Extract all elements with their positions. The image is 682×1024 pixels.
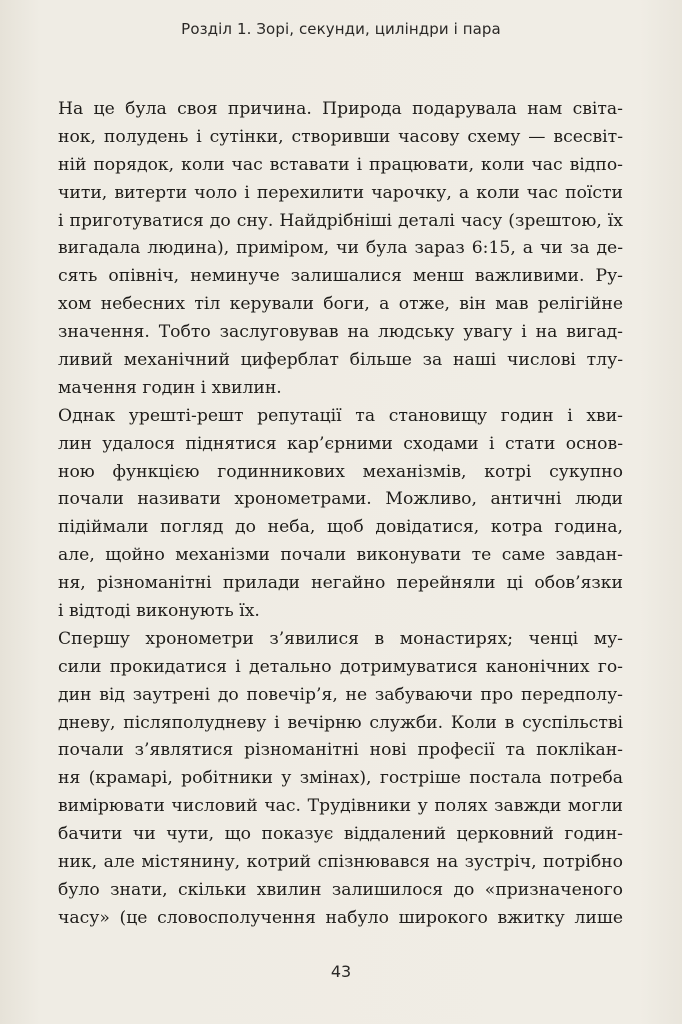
text-line: ною функцією годинникових механізмів, котрі сукупно	[58, 461, 623, 482]
text-line: було знати, скільки хвилин залишилося до «призначеного	[58, 879, 623, 900]
running-head: Розділ 1. Зорі, секунди, циліндри і пара	[181, 20, 501, 38]
text-line: лин удалося піднятися кар’єрними сходами і стати основ-	[58, 433, 623, 454]
text-line: але, щойно механізми почали виконувати те саме завдан-	[58, 545, 623, 566]
text-line: ня (крамарі, робітники у змінах), гостріше постала потреба	[58, 768, 623, 789]
text-line: сили прокидатися і детально дотримуватися канонічних го-	[58, 656, 623, 677]
text-line: ник, але містянину, котрий спізнювався на зустріч, потрібно	[58, 852, 623, 873]
text-line: почали називати хронометрами. Можливо, античні люди	[58, 489, 623, 510]
text-line: хом небесних тіл керували боги, а отже, він мав релігійне	[58, 294, 623, 315]
paragraph-2	[58, 403, 623, 626]
text-line: На це була своя причина. Природа подарувала нам світа-	[58, 99, 623, 119]
page-number: 43	[330, 962, 352, 981]
text-line: сять опівніч, неминуче залишалися менш важливими. Ру-	[58, 266, 623, 287]
text-line: Однак урешті-решт репутації та становищу годин і хви-	[58, 405, 623, 426]
text-line: і приготуватися до сну. Найдрібніші деталі часу (зрештою, їх	[58, 210, 623, 231]
paragraph-3	[58, 626, 623, 933]
text-line: і відтоді виконують їх.	[58, 601, 260, 622]
paragraph-1	[58, 96, 623, 403]
text-line: вигадала людина), приміром, чи була зараз 6:15, а чи за де-	[58, 238, 623, 259]
text-line: ливий механічний циферблат більше за наші числові тлу-	[58, 350, 623, 371]
text-line: ній порядок, коли час вставати і працювати, коли час відпо-	[58, 154, 623, 175]
text-line: підіймали погляд до неба, щоб довідатися, котра година,	[58, 517, 623, 538]
text-line: вимірювати числовий час. Трудівники у полях завжди могли	[58, 796, 623, 817]
text-line: мачення годин і хвилин.	[58, 377, 282, 398]
text-line: нок, полудень і сутінки, створивши часову схему — всесвіт-	[58, 126, 623, 147]
text-line: часу» (це словосполучення набуло широкого вжитку лише	[58, 907, 623, 928]
text-line: дневу, післяполудневу і вечірню служби. Коли в суспільстві	[58, 712, 623, 733]
text-line: Спершу хронометри з’явилися в монастирях; ченці му-	[58, 628, 623, 649]
text-line: чити, витерти чоло і перехилити чарочку, а коли час поїсти	[58, 182, 623, 203]
text-line: бачити чи чути, що показує віддалений церковний годин-	[58, 824, 623, 845]
text-line: ня, різноманітні прилади негайно перейняли ці обов’язки	[58, 573, 623, 594]
text-line: почали з’являтися різноманітні нові професії та поклikан-	[58, 740, 623, 761]
body-text	[58, 96, 623, 933]
text-line: значення. Тобто заслуговував на людську увагу і на вигад-	[58, 322, 623, 343]
text-line: дин від заутрені до повечір’я, не забуваючи про передполу-	[58, 684, 623, 705]
